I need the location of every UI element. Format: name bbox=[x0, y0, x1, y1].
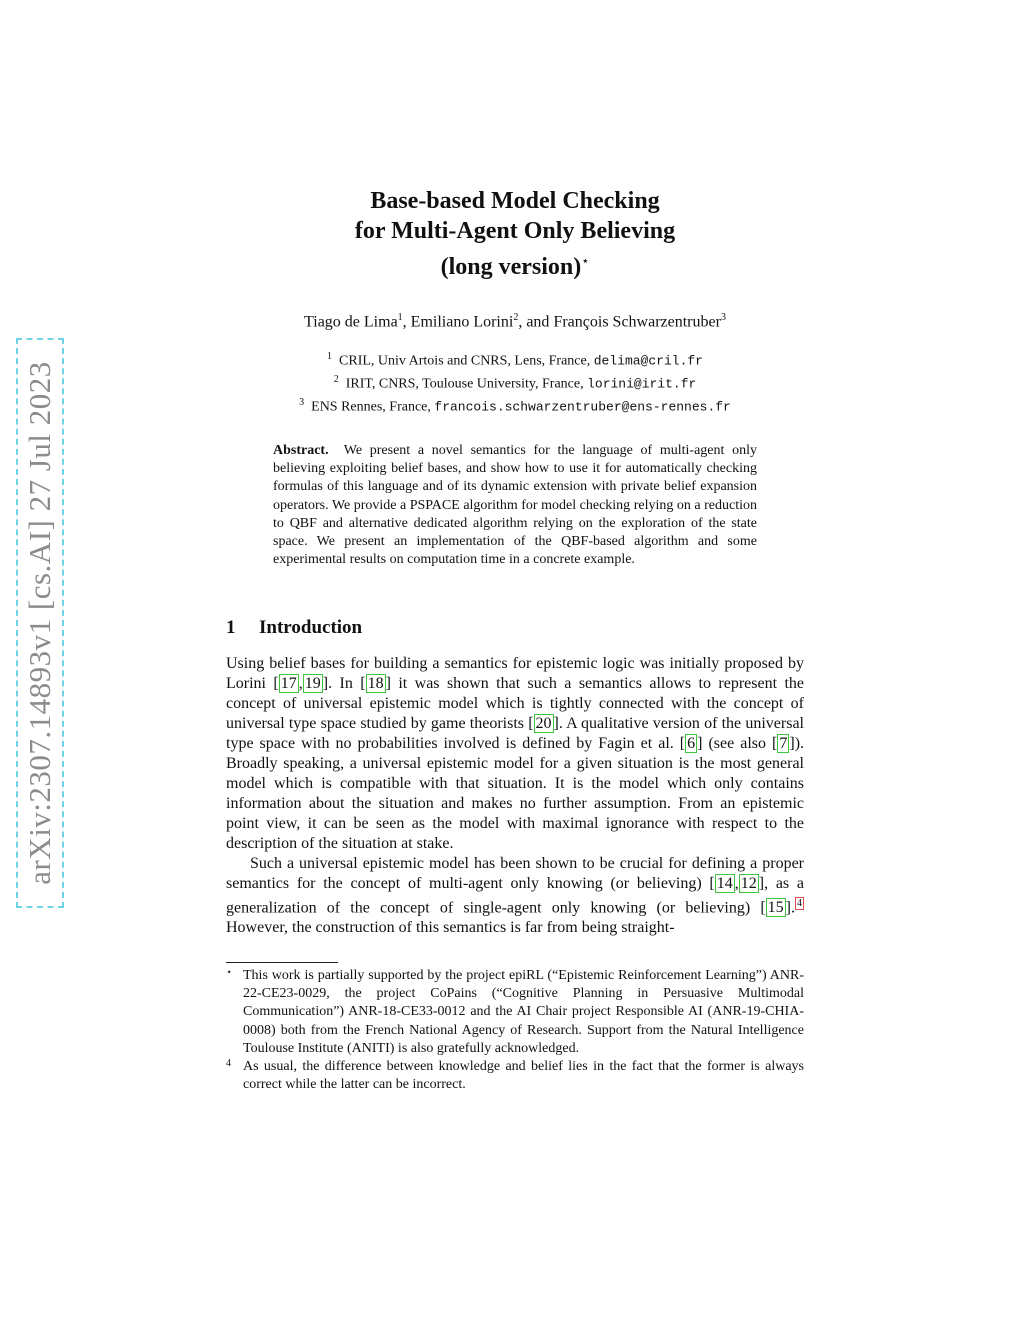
affiliation-text: CRIL, Univ Artois and CNRS, Lens, France, bbox=[339, 353, 591, 369]
title-footnote-mark[interactable]: ⋆ bbox=[581, 253, 590, 268]
affiliation-text: IRIT, CNRS, Toulouse University, France, bbox=[345, 376, 584, 392]
abstract-label: Abstract. bbox=[273, 443, 329, 458]
paragraph: Using belief bases for building a semantics for epistemic logic was initially proposed by Lorini [ 17 , 19 ]. In [ 18 ] it was shown that such a semantics allows to represent the concept of universal epistemic model which is tightly connected with the concept of universal type space studied by game theorists [ 20 ]. A qualitative version of the universal type space with no probabilities involved is defined by Fagin et al. [ 6 ] (see also [ 7 ]). Broadly speaking, a universal epistemic model for a given situation is the most general model which is compatible with that situation. It is the model which only contains information about the situation and makes no further assumption. From an epistemic point view, it can be seen as the model with maximal ignorance with respect to the description of the situation at stake. bbox=[226, 655, 805, 852]
section-heading bbox=[226, 617, 362, 639]
affiliation-number: 2 bbox=[333, 374, 339, 386]
affiliation-item bbox=[0, 348, 1024, 371]
title-line-2: for Multi-Agent Only Believing bbox=[354, 218, 676, 244]
citation-link[interactable]: 7 bbox=[779, 735, 788, 752]
author-list bbox=[0, 312, 1024, 331]
body-text bbox=[226, 654, 804, 938]
citation-link[interactable]: 19 bbox=[304, 675, 321, 692]
footnote-mark: 4 bbox=[226, 1058, 231, 1070]
citation-link[interactable]: 18 bbox=[367, 675, 384, 692]
author-name: Emiliano Lorini bbox=[410, 313, 514, 331]
arxiv-side-stamp bbox=[16, 338, 64, 908]
affiliation-text: ENS Rennes, France, bbox=[311, 399, 431, 415]
author-name: François Schwarzentruber bbox=[553, 313, 721, 331]
footnote-text: As usual, the difference between knowledge and belief lies in the fact that the former is always correct while the latter can be incorrect. bbox=[243, 1059, 804, 1093]
author-affil-ref: 1 bbox=[397, 312, 403, 323]
section-number: 1 bbox=[226, 617, 236, 638]
author-name: Tiago de Lima bbox=[304, 313, 398, 331]
paragraph: Such a universal epistemic model has been shown to be crucial for defining a proper semantics for the concept of multi-agent only knowing (or believing) [ 14 , 12 ], as a generalization of the concept of single-agent only knowing (or believing) [ 15 ]. $^4$ However, the construction of this semantics is far from being straight- bbox=[226, 855, 804, 937]
footnote bbox=[226, 967, 804, 1058]
footnotes bbox=[226, 967, 804, 1094]
footnote-divider bbox=[226, 962, 338, 963]
arxiv-identifier[interactable]: arXiv:2307.14893v1 [cs.AI] 27 Jul 2023 bbox=[22, 361, 57, 885]
title-line-1: Base-based Model Checking bbox=[370, 188, 660, 214]
email-address[interactable]: lorini@irit.fr bbox=[587, 376, 697, 392]
citation-link[interactable]: 14 bbox=[716, 875, 733, 892]
affiliation-number: 3 bbox=[299, 397, 305, 409]
section-title: Introduction bbox=[259, 617, 363, 638]
abstract-text: We present a novel semantics for the language of multi-agent only believing exploiting belief bases, and show how to use it for automatically checking formulas of this language and of its dynamic extension with private belief expansion operators. We provide a PSPACE algorithm for model checking relying on a reduction to QBF and alternative dedicated algorithm relying on the exploration of the state space. We present an implementation of the QBF-based algorithm and some experimental results on computation time in a concrete example. bbox=[273, 443, 757, 568]
title-line-3: (long version)⋆ bbox=[440, 253, 590, 280]
author-separator: , bbox=[402, 313, 411, 331]
footnote bbox=[226, 1058, 804, 1094]
author-affil-ref: 2 bbox=[513, 312, 519, 323]
citation-link[interactable]: 20 bbox=[535, 715, 552, 732]
abstract bbox=[273, 442, 757, 569]
citation-link[interactable]: 17 bbox=[280, 675, 297, 692]
affiliation-number: 1 bbox=[327, 351, 333, 362]
affiliation-list bbox=[0, 348, 1024, 417]
affiliation-item bbox=[0, 394, 1024, 417]
footnote-link[interactable]: 4 bbox=[797, 898, 802, 909]
paper-title bbox=[0, 186, 1024, 282]
email-address[interactable]: francois.schwarzentruber@ens-rennes.fr bbox=[434, 399, 731, 415]
footnote-mark: ⋆ bbox=[226, 967, 233, 978]
footnote-text: This work is partially supported by the project epiRL (“Epistemic Reinforcement Learning”) ANR-22-CE23-0029, the project CoPains (“Cognitive Planning in Persuasive Multimodal Communication”) ANR-18-CE33-0012 and the AI Chair project Responsible AI (ANR-19-CHIA-0008) both from the French National Agency of Research. Support from the Natural Intelligence Toulouse Institute (ANITI) is also gratefully acknowledged. bbox=[243, 968, 804, 1056]
citation-link[interactable]: 12 bbox=[740, 875, 757, 892]
citation-link[interactable]: 6 bbox=[687, 735, 696, 752]
author-separator: , and bbox=[518, 313, 554, 331]
citation-link[interactable]: 15 bbox=[767, 899, 784, 917]
email-address[interactable]: delima@cril.fr bbox=[593, 353, 703, 369]
author-affil-ref: 3 bbox=[720, 312, 726, 323]
affiliation-item bbox=[0, 371, 1024, 394]
